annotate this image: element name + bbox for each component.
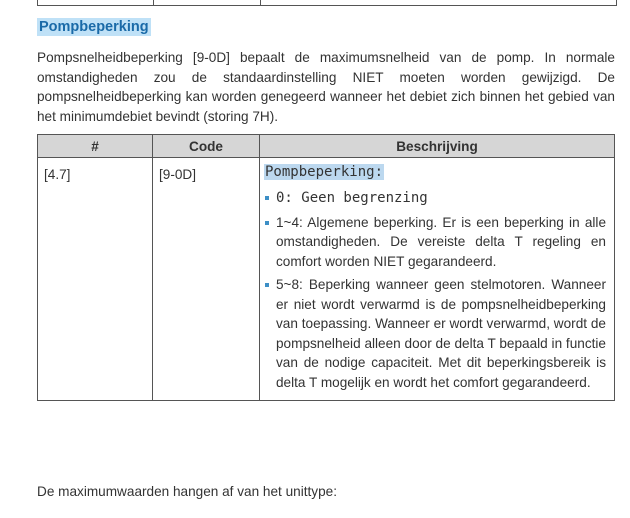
table-divider xyxy=(153,0,154,5)
settings-table xyxy=(37,134,615,401)
bullet-icon xyxy=(265,196,269,200)
description-list xyxy=(264,188,606,392)
row-number: [4.7] xyxy=(44,167,71,182)
row-code: [9-0D] xyxy=(159,167,197,182)
cell-number xyxy=(38,158,153,401)
list-item-text: 1~4: Algemene beperking. Er is een beperking in alle omstandigheden. De vereiste delta T regeling en comfort worden NIET gegarandeerd. xyxy=(276,214,606,269)
previous-table-edge xyxy=(37,0,617,6)
bullet-icon xyxy=(265,221,269,225)
list-item-text: 5~8: Beperking wanneer geen stelmotoren. Wanneer er niet wordt verwarmd is de pompsnelheidbeperking van toepassing. Wanneer er wordt verwarmd, wordt de pompsnelheid alleen door de delta T bepaald in functie van de nodige capaciteit. Met dit beperkingsbereik is delta T mogelijk en wordt het comfort gegarandeerd. xyxy=(276,277,606,390)
table-header-row xyxy=(38,135,615,158)
list-item xyxy=(264,213,606,272)
bullet-icon xyxy=(265,283,269,287)
description-title: Pompbeperking: xyxy=(265,164,384,180)
cell-description xyxy=(260,158,615,401)
list-item xyxy=(264,188,606,209)
table-row xyxy=(38,158,615,401)
header-description: Beschrijving xyxy=(260,135,615,158)
list-item xyxy=(264,275,606,392)
intro-paragraph: Pompsnelheidbeperking [9-0D] bepaalt de maximumsnelheid van de pomp. In normale omstandigheden zou de standaardinstelling NIET moeten worden gewijzigd. De pompsnelheidbeperking kan worden genegeerd wanneer het debiet zich binnen het gebied van het minimumdebiet bevindt (storing 7H). xyxy=(37,50,615,124)
header-number: # xyxy=(38,135,153,158)
table-divider xyxy=(260,0,261,5)
footer-text: De maximumwaarden hangen af van het unittype: xyxy=(37,484,337,499)
cell-code xyxy=(153,158,260,401)
list-item-text: 0: Geen begrenzing xyxy=(276,190,428,206)
section-heading: Pompbeperking xyxy=(39,19,149,35)
header-code: Code xyxy=(153,135,260,158)
